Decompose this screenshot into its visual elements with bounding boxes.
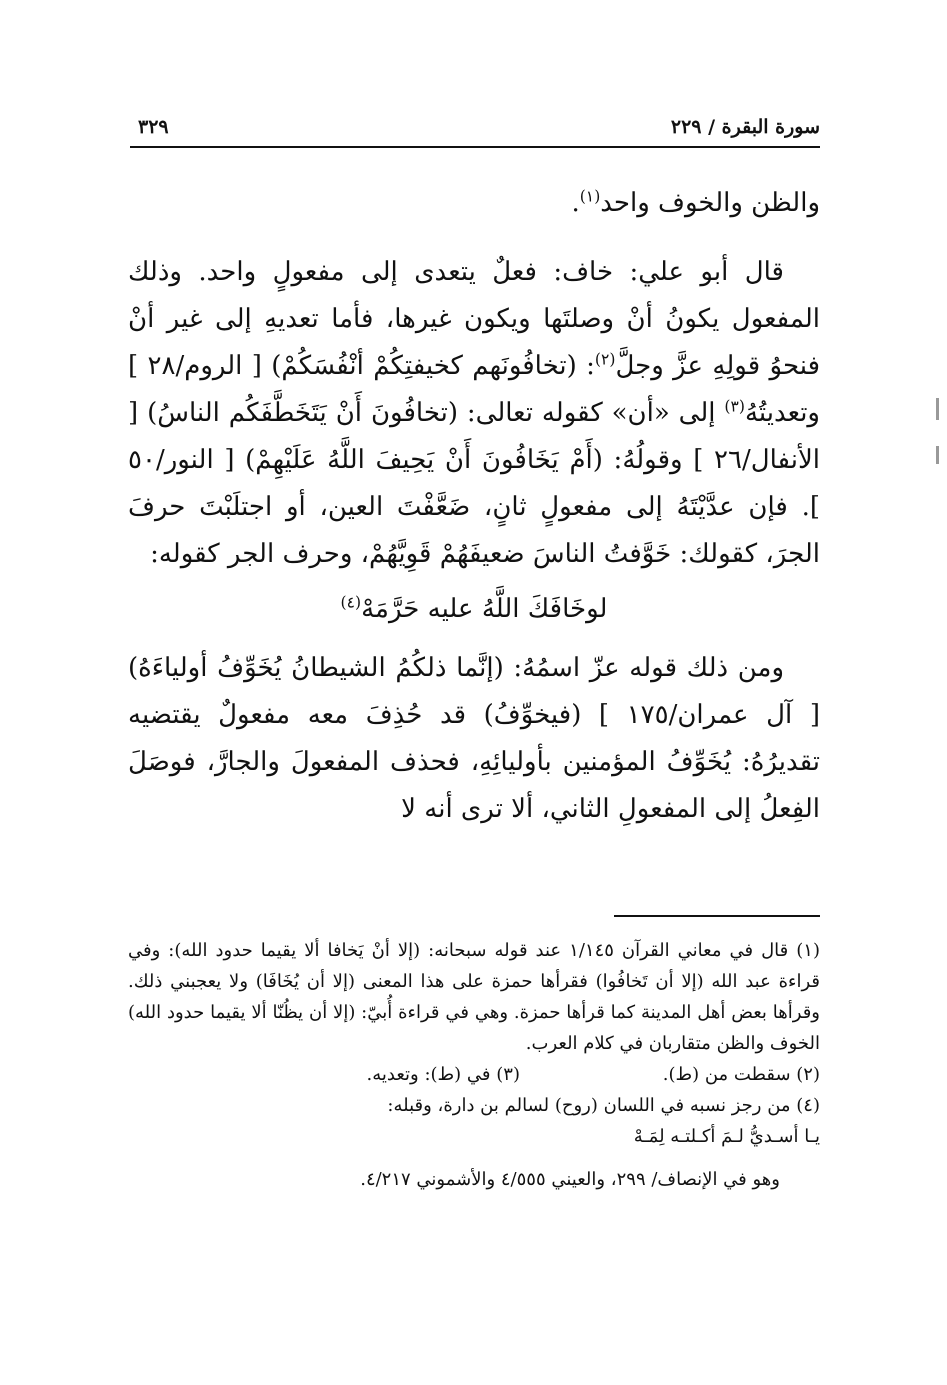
footnote-separator — [614, 915, 820, 917]
poetry-verse-text: لوخَافَكَ اللَّهُ عليه حَرَّمَهْ — [361, 594, 608, 624]
paragraph-1-part-a: قال أبو علي: خاف: فعلٌ يتعدى إلى مفعولٍ واحد. وذلك المفعول يكونُ أنْ وصلتَها ويكون غيرها، فأما تعديهِ إلى غير أنْ فنحوُ قولِهِ عزَّ وجلَّ — [128, 257, 820, 381]
poetry-verse — [128, 586, 820, 633]
margin-mark — [936, 398, 939, 420]
opening-line-end: . — [571, 188, 580, 218]
paragraph-1-part-c: إلى «أن» كقوله تعالى: (تخافُونَ أَنْ يَتَخَطَّفَكُم الناسُ) [ الأنفال/٢٦ ] وقولُهُ: (أَمْ يَخَافُونَ أَنْ يَحِيفَ اللَّهُ عَلَيْهِمْ) [ النور/٥٠ ]. فإن عدَّيْتَهُ إلى مفعولٍ ثانٍ، ضَعَّفْتَ العين، أو اجتلَبْتَ حرفَ الجرَ، كقولك: خَوَّفتُ الناسَ ضعيفَهُمْ قَوِيَّهُمْ، وحرف الجر كقوله: — [128, 398, 820, 569]
footnote-4: (٤) من رجز نسبه في اللسان (روح) لسالم بن دارة، وقبله: — [387, 1095, 820, 1116]
footnote-3: (٣) في (ط): وتعديه. — [366, 1064, 520, 1085]
margin-mark — [936, 446, 939, 464]
footnote-2: (٢) سقطت من (ط). — [662, 1064, 820, 1085]
footnotes — [128, 935, 820, 1195]
page-header — [130, 116, 820, 148]
footnote-ref-4[interactable]: (٤) — [340, 593, 362, 612]
surah-title: سورة البقرة / ٢٢٩ — [670, 116, 820, 138]
opening-line-text: والظن والخوف واحد — [600, 188, 820, 218]
paragraph-1-part-b: : (تخافُونَهم كخيفتِكُمْ أنْفُسَكُمْ) [ الروم/٢٨ ] وتعديتُهُ — [128, 351, 820, 428]
opening-line — [128, 180, 820, 227]
paragraph-1 — [128, 249, 820, 578]
page-number: ٣٢٩ — [138, 116, 169, 138]
footnote-ref-1[interactable]: (١) — [579, 187, 601, 206]
footnote-4-verse: يـا أسـديُّ لـمَ أكـلتـه لِمَـهْ — [633, 1126, 820, 1147]
footnote-ref-2[interactable]: (٢) — [594, 350, 616, 369]
footnote-ref-3[interactable]: (٣) — [724, 397, 745, 416]
main-text — [128, 180, 820, 833]
footnote-4-sources: وهو في الإنصاف/ ٢٩٩، والعيني ٤/٥٥٥ والأشموني ٤/٢١٧. — [360, 1169, 780, 1190]
paragraph-2: ومن ذلك قوله عزّ اسمُهُ: (إنَّما ذلكُمُ الشيطانُ يُخَوِّفُ أولياءَهُ) [ آل عمران/١٧٥ ] (فيخوِّفُ) قد حُذِفَ معه مفعولٌ يقتضيه تقديرُهُ: يُخَوِّفُ المؤمنين بأوليائِهِ، فحذف المفعولَ والجارَّ، فوصَلَ الفِعلُ إلى المفعولِ الثاني، ألا ترى أنه لا — [128, 653, 820, 824]
footnote-1: (١) قال في معاني القرآن ١/١٤٥ عند قوله سبحانه: (إلا أنْ يَخافا ألا يقيما حدود الله): وفي قراءة عبد الله (إلا أن تَخافُوا) فقرأها حمزة على هذا المعنى (إلا أن يُخَافَا) ولا يعجبني ذلك. وقرأها بعض أهل المدينة كما قرأها حمزة. وهي في قراءة أُبيّ: (إلا أن يظُنّا ألا يقيما حدود الله) الخوف والظن متقاربان في كلام العرب. — [128, 940, 820, 1054]
footnote-row-2-3 — [128, 1059, 820, 1090]
